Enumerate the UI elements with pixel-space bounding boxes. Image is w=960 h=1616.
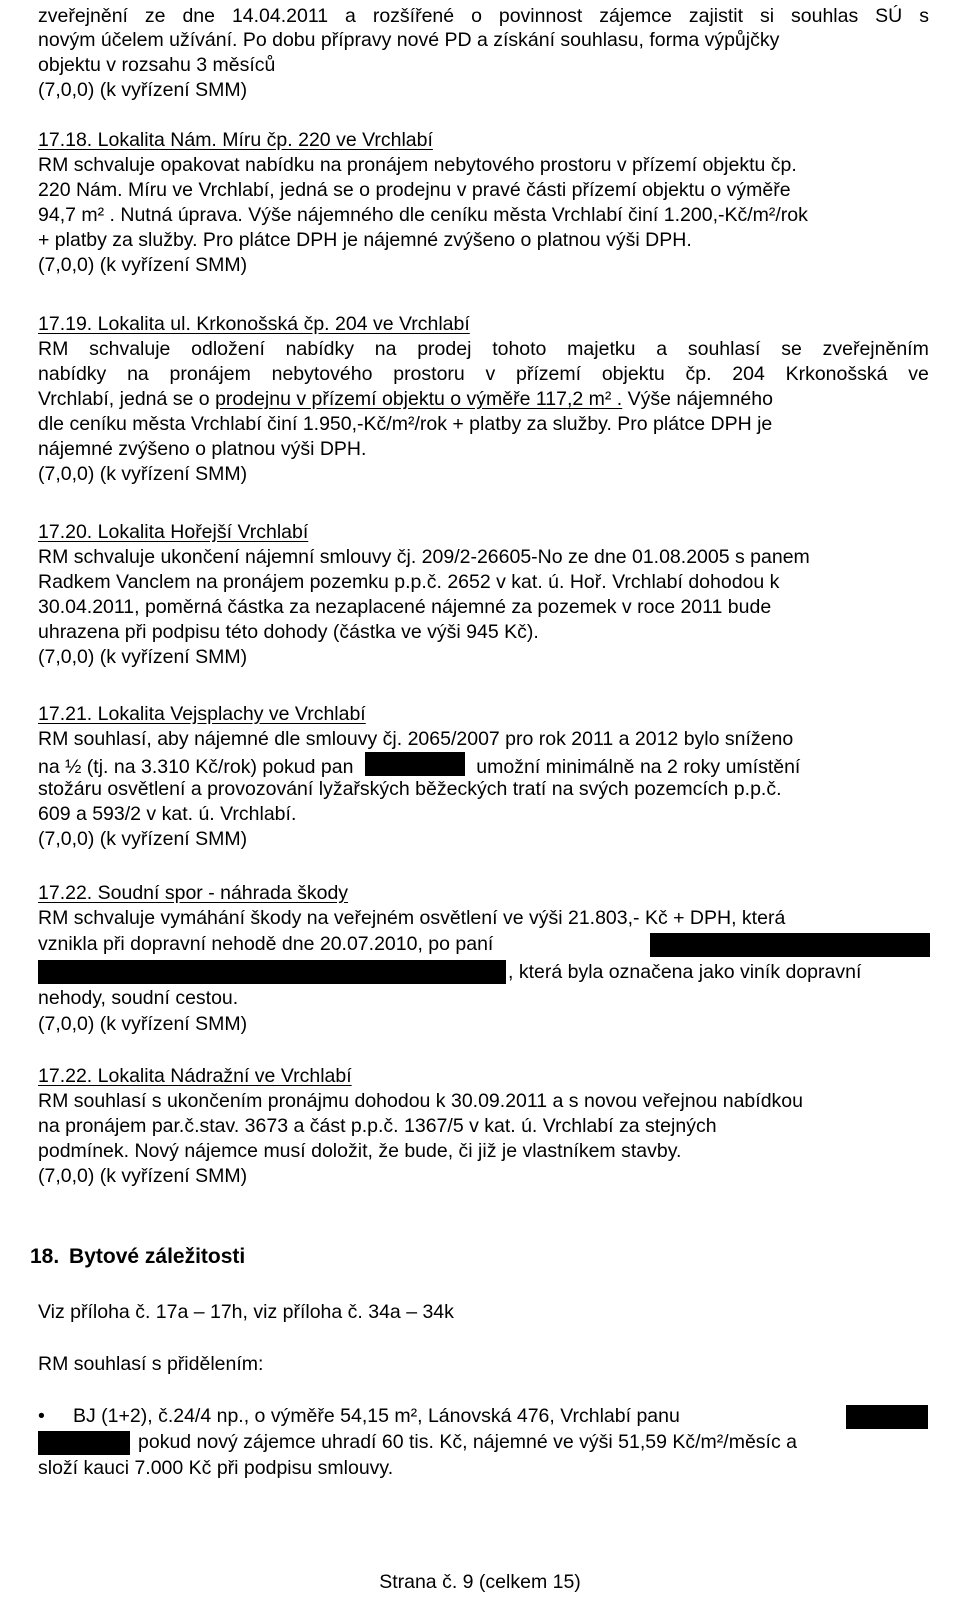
word: povinnost bbox=[498, 5, 583, 27]
text-fragment: Výše nájemného bbox=[627, 388, 773, 410]
text-fragment: umožní minimálně na 2 roky umístění bbox=[476, 756, 801, 778]
underlined-text: prodejnu v přízemí objektu o výměře 117,2 m² . bbox=[215, 388, 623, 410]
word: ve bbox=[908, 363, 929, 385]
paragraph-line: pokud nový zájemce uhradí 60 tis. Kč, nájemné ve výši 51,59 Kč/m²/měsíc a bbox=[138, 1431, 797, 1453]
word: 14.04.2011 bbox=[231, 5, 329, 27]
text-fragment: Vrchlabí, jedná se o bbox=[38, 388, 210, 410]
redaction-box bbox=[38, 1431, 130, 1455]
word: zveřejnění bbox=[38, 5, 128, 27]
redaction-box bbox=[365, 752, 465, 776]
paragraph-line: RM schvaluje vymáhání škody na veřejném osvětlení ve výši 21.803,- Kč + DPH, která bbox=[38, 907, 786, 929]
word: dne bbox=[182, 5, 215, 27]
paragraph-line: BJ (1+2), č.24/4 np., o výměře 54,15 m², Lánovská 476, Vrchlabí panu bbox=[73, 1405, 680, 1427]
paragraph-line bbox=[38, 337, 929, 361]
paragraph-line: složí kauci 7.000 Kč při podpisu smlouvy. bbox=[38, 1457, 394, 1479]
word: nabídky bbox=[285, 338, 354, 360]
word: zájemce bbox=[599, 5, 672, 27]
text-fragment bbox=[38, 4, 929, 28]
vote-line: (7,0,0) (k vyřízení SMM) bbox=[38, 828, 248, 850]
paragraph-line bbox=[38, 362, 929, 386]
paragraph-line: 30.04.2011, poměrná částka za nezaplacené nájemné za pozemek v roce 2011 bude bbox=[38, 596, 772, 618]
vote-line: (7,0,0) (k vyřízení SMM) bbox=[38, 463, 248, 485]
paragraph-line: stožáru osvětlení a provozování lyžařských běžeckých tratí na svých pozemcích p.p.č. bbox=[38, 778, 782, 800]
word: zajistit bbox=[688, 5, 744, 27]
paragraph-line: nájemné zvýšeno o platnou výši DPH. bbox=[38, 438, 367, 460]
word: pronájem bbox=[169, 363, 251, 385]
redaction-box bbox=[38, 960, 506, 984]
word: majetku bbox=[567, 338, 636, 360]
word: a bbox=[656, 338, 668, 360]
word: RM bbox=[38, 338, 69, 360]
word: s bbox=[919, 5, 929, 27]
chapter-title: Bytové záležitosti bbox=[69, 1245, 246, 1268]
paragraph-line: + platby za služby. Pro plátce DPH je nájemné zvýšeno o platnou výši DPH. bbox=[38, 229, 692, 251]
section-title: 17.18. Lokalita Nám. Míru čp. 220 ve Vrchlabí bbox=[38, 129, 433, 151]
word: na bbox=[374, 338, 397, 360]
word: odložení bbox=[191, 338, 265, 360]
paragraph-line: objektu v rozsahu 3 měsíců bbox=[38, 54, 276, 76]
paragraph-line: 609 a 593/2 v kat. ú. Vrchlabí. bbox=[38, 803, 297, 825]
paragraph-line: podmínek. Nový nájemce musí doložit, že bude, či již je vlastníkem stavby. bbox=[38, 1140, 682, 1162]
section-title: 17.22. Lokalita Nádražní ve Vrchlabí bbox=[38, 1065, 352, 1087]
word: rozšířené bbox=[372, 5, 455, 27]
word: čp. bbox=[685, 363, 712, 385]
word: přízemí bbox=[516, 363, 582, 385]
vote-line: (7,0,0) (k vyřízení SMM) bbox=[38, 254, 248, 276]
word: prodej bbox=[417, 338, 472, 360]
paragraph-line: RM souhlasí, aby nájemné dle smlouvy čj. 2065/2007 pro rok 2011 a 2012 bylo sníženo bbox=[38, 728, 794, 750]
paragraph-line bbox=[38, 4, 929, 28]
word: 204 bbox=[732, 363, 765, 385]
vote-line: (7,0,0) (k vyřízení SMM) bbox=[38, 79, 248, 101]
section-title: 17.20. Lokalita Hořejší Vrchlabí bbox=[38, 521, 309, 543]
paragraph-line: uhrazena při podpisu této dohody (částka ve výši 945 Kč). bbox=[38, 621, 539, 643]
word: se bbox=[781, 338, 802, 360]
paragraph-line: RM schvaluje ukončení nájemní smlouvy čj. 209/2-26605-No ze dne 01.08.2005 s panem bbox=[38, 546, 810, 568]
word: o bbox=[471, 5, 482, 27]
word: zveřejněním bbox=[822, 338, 929, 360]
text-fragment: na ½ (tj. na 3.310 Kč/rok) pokud pan bbox=[38, 756, 354, 778]
section-title: 17.22. Soudní spor - náhrada škody bbox=[38, 882, 349, 904]
word: schvaluje bbox=[89, 338, 171, 360]
redaction-box bbox=[650, 933, 930, 957]
word: v bbox=[485, 363, 496, 385]
paragraph-line: , která byla označena jako viník dopravní bbox=[508, 961, 862, 983]
word: objektu bbox=[601, 363, 665, 385]
word: ze bbox=[144, 5, 166, 27]
word: na bbox=[127, 363, 149, 385]
word: SÚ bbox=[875, 5, 903, 27]
paragraph-line: novým účelem užívání. Po dobu přípravy nové PD a získání souhlasu, forma výpůjčky bbox=[38, 29, 780, 51]
paragraph-line: vznikla při dopravní nehodě dne 20.07.2010, po paní bbox=[38, 933, 494, 955]
word: nabídky bbox=[38, 363, 107, 385]
paragraph-line: RM schvaluje opakovat nabídku na pronájem nebytového prostoru v přízemí objektu čp. bbox=[38, 154, 797, 176]
paragraph-line: 94,7 m² . Nutná úprava. Výše nájemného dle ceníku města Vrchlabí činí 1.200,-Kč/m²/rok bbox=[38, 204, 808, 226]
word: Krkonošská bbox=[785, 363, 888, 385]
word: souhlasí bbox=[687, 338, 761, 360]
word: prostoru bbox=[393, 363, 465, 385]
vote-line: (7,0,0) (k vyřízení SMM) bbox=[38, 1165, 248, 1187]
paragraph-line: nehody, soudní cestou. bbox=[38, 987, 239, 1009]
word: nebytového bbox=[271, 363, 373, 385]
bullet-icon: • bbox=[38, 1405, 45, 1427]
paragraph-line: na pronájem par.č.stav. 3673 a část p.p.č. 1367/5 v kat. ú. Vrchlabí za stejných bbox=[38, 1115, 717, 1137]
word: a bbox=[345, 5, 356, 27]
section-title: 17.19. Lokalita ul. Krkonošská čp. 204 ve Vrchlabí bbox=[38, 313, 470, 335]
chapter-heading bbox=[30, 1244, 245, 1270]
text-fragment bbox=[38, 362, 929, 386]
reference-line: Viz příloha č. 17a – 17h, viz příloha č. 34a – 34k bbox=[38, 1301, 454, 1323]
chapter-number: 18. bbox=[30, 1245, 60, 1268]
section-title: 17.21. Lokalita Vejsplachy ve Vrchlabí bbox=[38, 703, 366, 725]
page-footer: Strana č. 9 (celkem 15) bbox=[379, 1571, 581, 1593]
paragraph-line: dle ceníku města Vrchlabí činí 1.950,-Kč/m²/rok + platby za služby. Pro plátce DPH je bbox=[38, 413, 773, 435]
redaction-box bbox=[846, 1405, 928, 1429]
paragraph-line: RM souhlasí s přidělením: bbox=[38, 1353, 264, 1375]
paragraph-line bbox=[38, 752, 800, 779]
word: si bbox=[759, 5, 775, 27]
word: tohoto bbox=[492, 338, 547, 360]
paragraph-line: Radkem Vanclem na pronájem pozemku p.p.č. 2652 v kat. ú. Hoř. Vrchlabí dohodou k bbox=[38, 571, 780, 593]
paragraph-line bbox=[38, 387, 773, 411]
text-fragment bbox=[38, 337, 929, 361]
paragraph-line: 220 Nám. Míru ve Vrchlabí, jedná se o prodejnu v pravé části přízemí objektu o výměře bbox=[38, 179, 791, 201]
vote-line: (7,0,0) (k vyřízení SMM) bbox=[38, 646, 248, 668]
vote-line: (7,0,0) (k vyřízení SMM) bbox=[38, 1013, 248, 1035]
word: souhlas bbox=[791, 5, 859, 27]
paragraph-line: RM souhlasí s ukončením pronájmu dohodou k 30.09.2011 a s novou veřejnou nabídkou bbox=[38, 1090, 803, 1112]
